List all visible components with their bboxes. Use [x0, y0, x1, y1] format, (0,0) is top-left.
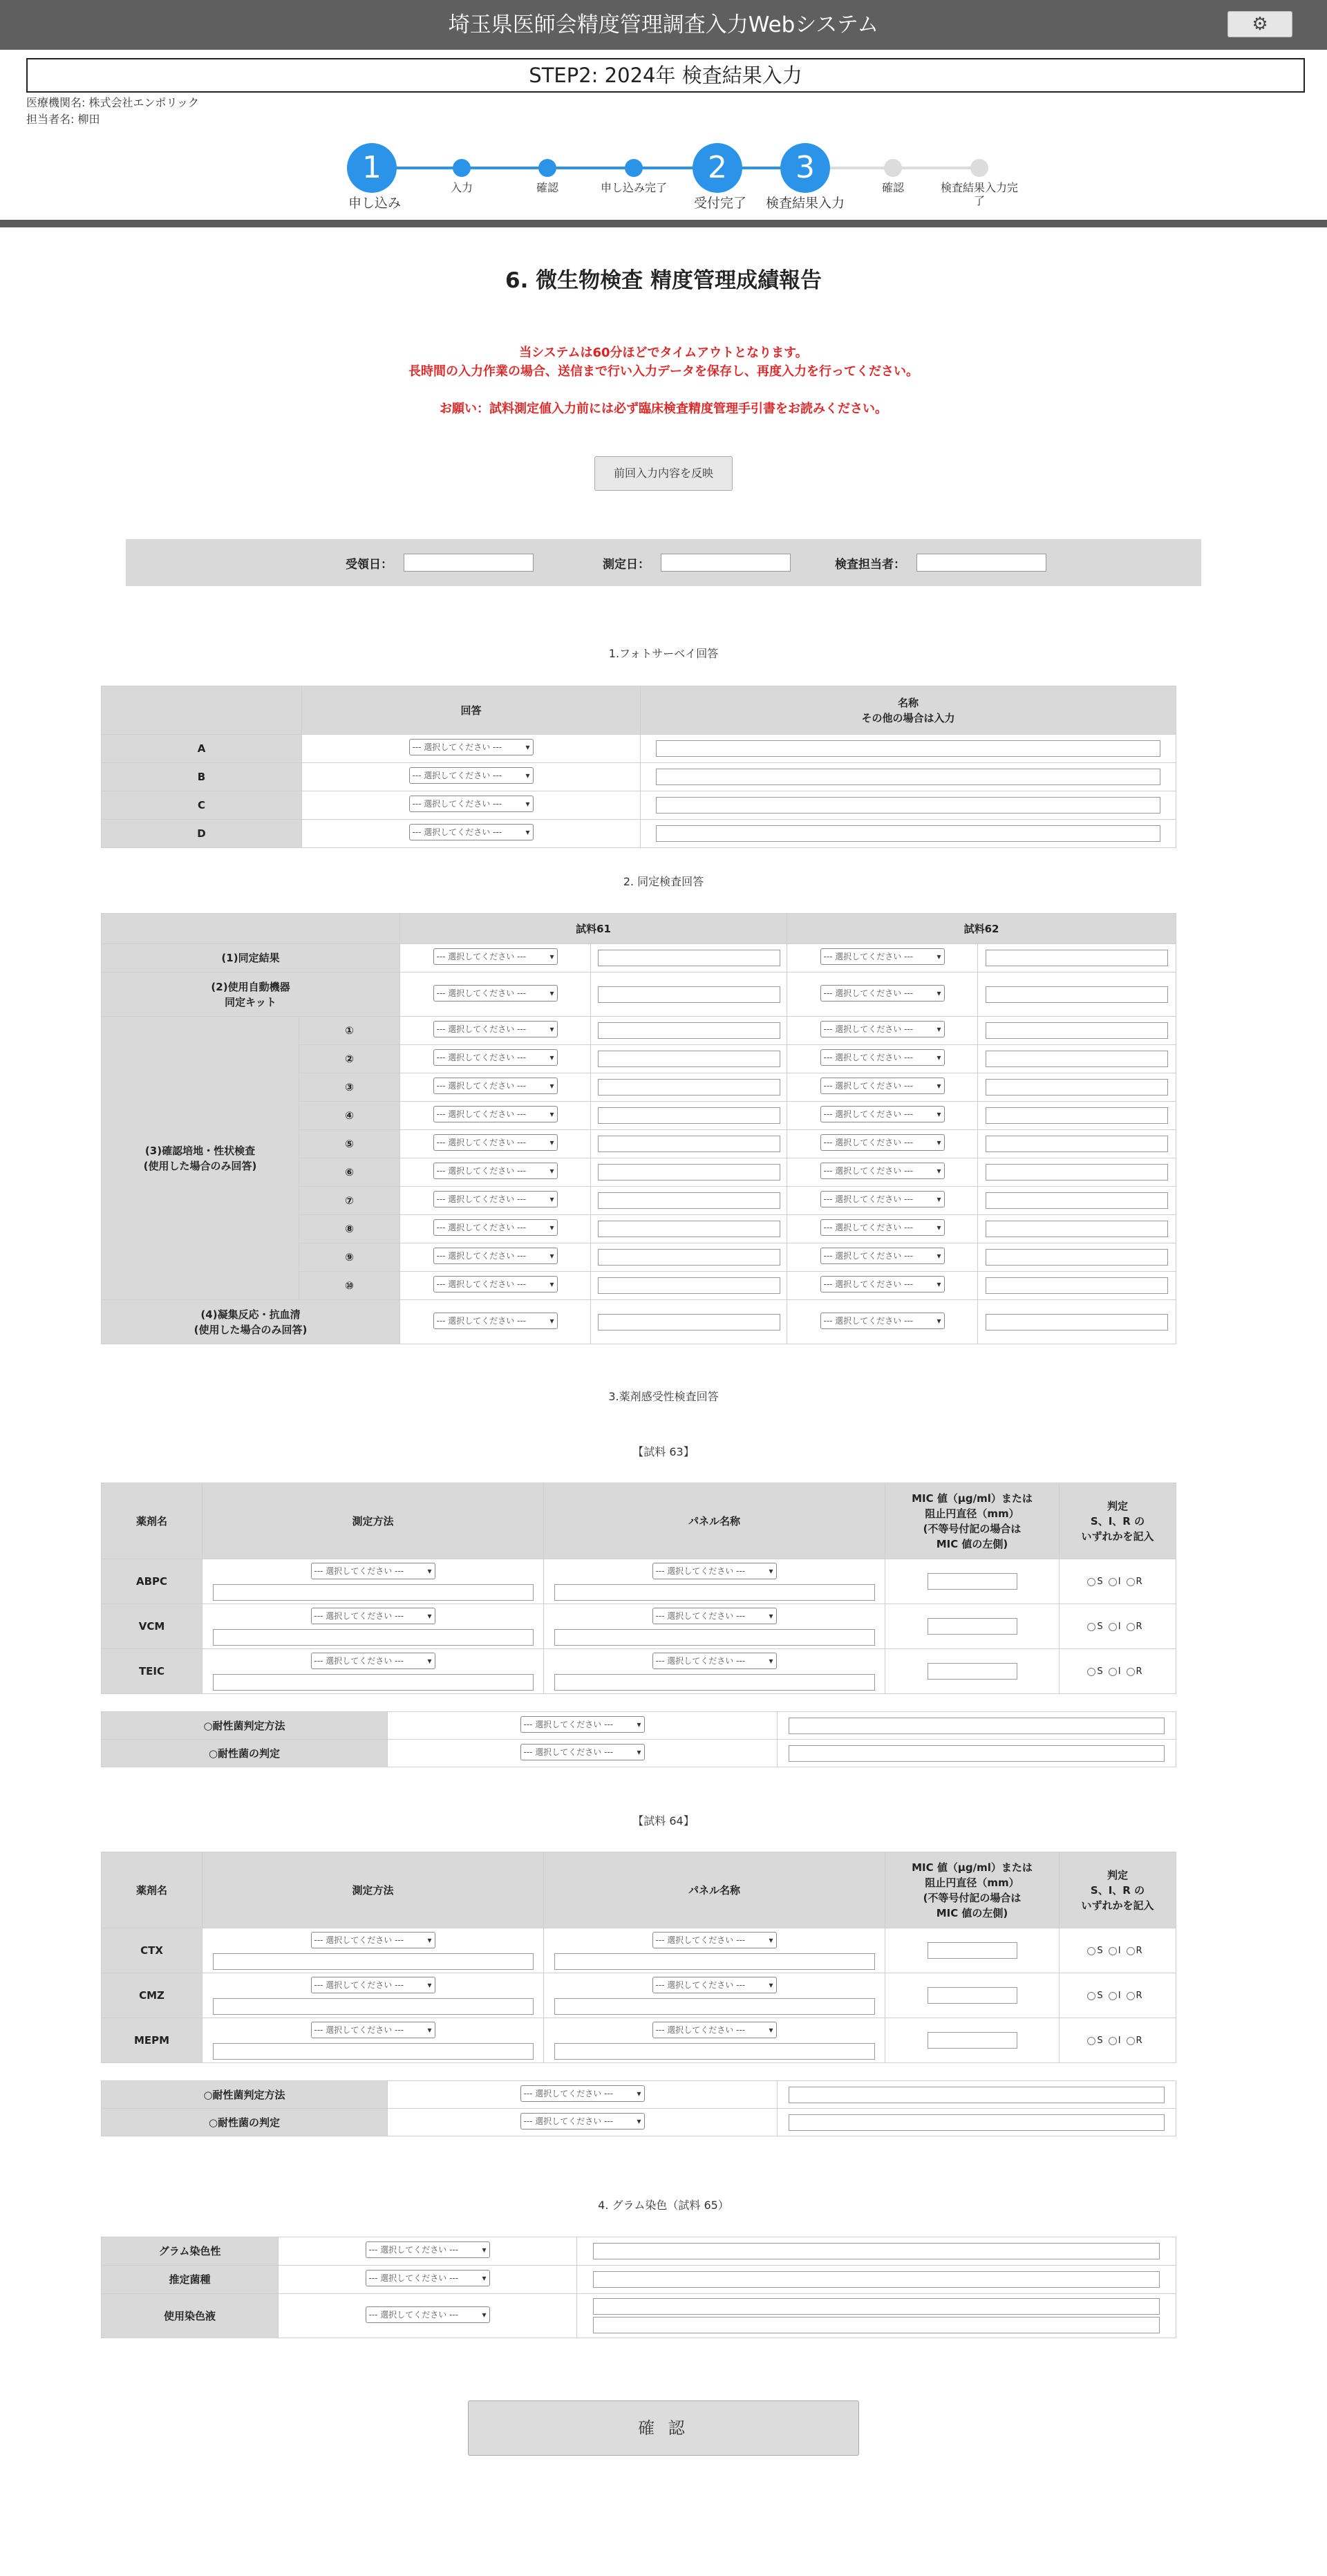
- judge-line: いずれかを記入: [1081, 1899, 1154, 1912]
- drug-name: MEPM: [102, 2018, 203, 2063]
- progress-step-2: 2: [693, 143, 742, 193]
- select-62[interactable]: --- 選択してください --- ▾: [820, 1106, 945, 1122]
- radio-label: I: [1118, 1577, 1121, 1587]
- radio-label: R: [1136, 2036, 1142, 2046]
- header-name: [641, 686, 1176, 735]
- method-input[interactable]: [213, 1953, 534, 1970]
- select-62[interactable]: --- 選択してください --- ▾: [820, 1276, 945, 1292]
- resist-method-select[interactable]: --- 選択してください --- ▾: [520, 1716, 645, 1733]
- row-label: B: [102, 763, 302, 791]
- confirm-line1: (3)確認培地・性状検査: [144, 1144, 256, 1157]
- input-62[interactable]: [986, 1107, 1168, 1124]
- row-label-confirm: [102, 1017, 299, 1300]
- input-62[interactable]: [986, 1192, 1168, 1209]
- gram-input[interactable]: [593, 2271, 1160, 2288]
- row-label: A: [102, 735, 302, 763]
- header-judge: [1060, 1483, 1176, 1559]
- select-61[interactable]: --- 選択してください --- ▾: [433, 948, 558, 965]
- drug-name: ABPC: [102, 1559, 203, 1604]
- resist-judge-label: ○耐性菌の判定: [102, 2109, 388, 2136]
- section-title-photo-survey: 1.フォトサーベイ回答: [608, 647, 719, 660]
- method-select[interactable]: --- 選択してください --- ▾: [311, 1653, 435, 1669]
- radio-label: R: [1136, 1621, 1142, 1632]
- select-62[interactable]: --- 選択してください --- ▾: [820, 1163, 945, 1179]
- timeout-warning-2: 長時間の入力作業の場合、送信まで行い入力データを保存し、再度入力を行ってください。: [408, 364, 919, 379]
- judge-line: S、I、R の: [1090, 1514, 1145, 1527]
- panel-select[interactable]: --- 選択してください --- ▾: [652, 1977, 777, 1993]
- method-select[interactable]: --- 選択してください --- ▾: [311, 1608, 435, 1624]
- header-mic: [885, 1852, 1060, 1928]
- progress-dot-input: [453, 159, 471, 177]
- select-61[interactable]: --- 選択してください --- ▾: [433, 1191, 558, 1207]
- sample-64-label: 【試料 64】: [632, 1814, 695, 1827]
- radio-i[interactable]: [1109, 1578, 1117, 1586]
- row-label: D: [102, 820, 302, 848]
- select-62[interactable]: --- 選択してください --- ▾: [820, 1078, 945, 1094]
- input-62[interactable]: [986, 1314, 1168, 1331]
- panel-select[interactable]: --- 選択してください --- ▾: [652, 1608, 777, 1624]
- institution-name: 医療機関名: 株式会社エンポリック: [26, 96, 199, 109]
- confirm-line2: (使用した場合のみ回答): [143, 1159, 257, 1172]
- row-number: ①: [299, 1017, 400, 1045]
- gram-row-label: グラム染色性: [102, 2237, 279, 2266]
- progress-label: 確認: [881, 181, 904, 194]
- select-61[interactable]: --- 選択してください --- ▾: [433, 1276, 558, 1292]
- input-61[interactable]: [598, 1107, 780, 1124]
- panel-input[interactable]: [554, 1953, 875, 1970]
- panel-select[interactable]: --- 選択してください --- ▾: [652, 1653, 777, 1669]
- input-61[interactable]: [598, 986, 780, 1003]
- panel-select[interactable]: --- 選択してください --- ▾: [652, 1563, 777, 1579]
- input-61[interactable]: [598, 950, 780, 966]
- app-title: 埼玉県医師会精度管理調査入力Webシステム: [448, 12, 879, 37]
- select-62[interactable]: --- 選択してください --- ▾: [820, 1313, 945, 1329]
- resist-method-label: ○耐性菌判定方法: [102, 1712, 388, 1740]
- method-input[interactable]: [213, 1629, 534, 1646]
- person-name: 担当者名: 柳田: [26, 113, 100, 126]
- progress-label: 検査結果入力完了: [940, 181, 1018, 207]
- header-sample-61: 試料61: [400, 914, 787, 944]
- gram-stain-table: [101, 2237, 1176, 2338]
- select-61[interactable]: --- 選択してください --- ▾: [433, 1163, 558, 1179]
- received-date-input[interactable]: [404, 554, 534, 572]
- agg-line2: (使用した場合のみ回答): [194, 1323, 308, 1336]
- gram-input[interactable]: [593, 2298, 1160, 2315]
- method-input[interactable]: [213, 1584, 534, 1601]
- progress-label: 受付完了: [693, 196, 746, 211]
- input-61[interactable]: [598, 1022, 780, 1039]
- header-method: 測定方法: [203, 1483, 544, 1559]
- mic-input[interactable]: [928, 1663, 1017, 1680]
- mic-line: MIC 値の左側): [936, 1906, 1008, 1919]
- radio-label: S: [1097, 2036, 1103, 2046]
- mic-input[interactable]: [928, 1618, 1017, 1635]
- progress-label: 検査結果入力: [765, 196, 845, 211]
- measured-date-input[interactable]: [661, 554, 791, 572]
- answer-select[interactable]: --- 選択してください --- ▾: [409, 739, 534, 755]
- name-input[interactable]: [656, 740, 1160, 757]
- step-title: STEP2: 2024年 検査結果入力: [26, 58, 1305, 93]
- radio-label: S: [1097, 1666, 1103, 1677]
- panel-input[interactable]: [554, 1629, 875, 1646]
- judge-line: S、I、R の: [1090, 1883, 1145, 1897]
- progress-step-1: 1: [347, 143, 397, 193]
- section-title-gram-stain: 4. グラム染色（試料 65）: [598, 2199, 729, 2212]
- radio-s[interactable]: [1087, 1623, 1095, 1631]
- row-number: ⑥: [299, 1158, 400, 1187]
- row-label: C: [102, 791, 302, 820]
- panel-select[interactable]: --- 選択してください --- ▾: [652, 2022, 777, 2038]
- progress-step-3: 3: [780, 143, 830, 193]
- gram-row-label: 推定菌種: [102, 2266, 279, 2294]
- radio-i[interactable]: [1109, 1623, 1117, 1631]
- mic-line: MIC 値（μg/ml）または: [912, 1861, 1033, 1874]
- resist-judge-select[interactable]: --- 選択してください --- ▾: [520, 1744, 645, 1760]
- input-62[interactable]: [986, 950, 1168, 966]
- mic-line: 阻止円直径（mm）: [925, 1507, 1019, 1520]
- header-blank: [102, 914, 400, 944]
- reflect-previous-button[interactable]: 前回入力内容を反映: [594, 456, 733, 491]
- input-62[interactable]: [986, 986, 1168, 1003]
- gram-input[interactable]: [593, 2243, 1160, 2259]
- input-61[interactable]: [598, 1249, 780, 1266]
- header-drug: 薬剤名: [102, 1852, 203, 1928]
- radio-label: R: [1136, 1666, 1142, 1677]
- select-61[interactable]: --- 選択してください --- ▾: [433, 1049, 558, 1066]
- select-61[interactable]: --- 選択してください --- ▾: [433, 1106, 558, 1122]
- input-62[interactable]: [986, 1164, 1168, 1181]
- susceptibility-table-63: [101, 1483, 1176, 1694]
- row-number: ⑦: [299, 1187, 400, 1215]
- resist-method-label: ○耐性菌判定方法: [102, 2081, 388, 2109]
- select-61[interactable]: --- 選択してください --- ▾: [433, 1248, 558, 1264]
- select-62[interactable]: --- 選択してください --- ▾: [820, 1248, 945, 1264]
- device-line2: 同定キット: [225, 995, 276, 1008]
- mic-line: (不等号付記の場合は: [923, 1522, 1022, 1535]
- row-label-identify: (1)同定結果: [102, 944, 400, 972]
- input-61[interactable]: [598, 1079, 780, 1096]
- radio-r[interactable]: [1127, 1578, 1135, 1586]
- drug-name: CMZ: [102, 1973, 203, 2018]
- select-62[interactable]: --- 選択してください --- ▾: [820, 1049, 945, 1066]
- drug-name: CTX: [102, 1928, 203, 1973]
- row-number: ⑧: [299, 1215, 400, 1243]
- row-number: ④: [299, 1102, 400, 1130]
- row-number: ⑩: [299, 1272, 400, 1300]
- progress-label: 確認: [536, 181, 558, 194]
- radio-label: I: [1118, 1946, 1121, 1956]
- answer-select[interactable]: --- 選択してください --- ▾: [409, 824, 534, 840]
- input-61[interactable]: [598, 1221, 780, 1237]
- inspector-label: 検査担当者：: [835, 558, 905, 572]
- input-62[interactable]: [986, 1136, 1168, 1152]
- select-61[interactable]: --- 選択してください --- ▾: [433, 1134, 558, 1151]
- select-61[interactable]: --- 選択してください --- ▾: [433, 1021, 558, 1037]
- radio-r[interactable]: [1127, 1947, 1135, 1955]
- select-62[interactable]: --- 選択してください --- ▾: [820, 1191, 945, 1207]
- header-panel: パネル名称: [544, 1483, 885, 1559]
- resist-judge-label: ○耐性菌の判定: [102, 1740, 388, 1767]
- header-drug: 薬剤名: [102, 1483, 203, 1559]
- app-header: [0, 0, 1327, 50]
- resist-method-input[interactable]: [789, 1718, 1165, 1734]
- mic-input[interactable]: [928, 1573, 1017, 1590]
- input-62[interactable]: [986, 1249, 1168, 1266]
- radio-i[interactable]: [1109, 2037, 1117, 2045]
- name-input[interactable]: [656, 769, 1160, 785]
- input-61[interactable]: [598, 1051, 780, 1067]
- progress-dot-confirm2: [884, 159, 902, 177]
- sample-63-label: 【試料 63】: [632, 1445, 695, 1458]
- radio-label: S: [1097, 1621, 1103, 1632]
- radio-label: S: [1097, 1946, 1103, 1956]
- radio-label: I: [1118, 1991, 1121, 2001]
- gram-select[interactable]: --- 選択してください --- ▾: [366, 2241, 490, 2258]
- select-62[interactable]: --- 選択してください --- ▾: [820, 1219, 945, 1236]
- resist-judge-input[interactable]: [789, 1745, 1165, 1762]
- header-sample-62: 試料62: [787, 914, 1176, 944]
- method-select[interactable]: --- 選択してください --- ▾: [311, 2022, 435, 2038]
- panel-input[interactable]: [554, 1584, 875, 1601]
- input-61[interactable]: [598, 1136, 780, 1152]
- header-name-line1: 名称: [897, 696, 919, 709]
- progress-dot-confirm: [538, 159, 556, 177]
- select-61[interactable]: --- 選択してください --- ▾: [433, 985, 558, 1002]
- header-name-line2: その他の場合は入力: [861, 711, 955, 724]
- radio-i[interactable]: [1109, 1668, 1117, 1676]
- progress-label: 申し込み: [348, 196, 401, 211]
- row-number: ⑤: [299, 1130, 400, 1158]
- mic-line: MIC 値（μg/ml）または: [912, 1492, 1033, 1505]
- row-number: ②: [299, 1045, 400, 1073]
- measured-date-label: 測定日：: [603, 558, 650, 572]
- radio-i[interactable]: [1109, 1947, 1117, 1955]
- progress-label: 申し込み完了: [600, 181, 667, 194]
- mic-input[interactable]: [928, 1942, 1017, 1959]
- method-input[interactable]: [213, 1998, 534, 2015]
- row-label-agglutination: [102, 1300, 400, 1344]
- input-61[interactable]: [598, 1192, 780, 1209]
- header-judge: [1060, 1852, 1176, 1928]
- radio-r[interactable]: [1127, 2037, 1135, 2045]
- gram-input-2[interactable]: [593, 2317, 1160, 2333]
- radio-r[interactable]: [1127, 1623, 1135, 1631]
- mic-line: MIC 値の左側): [936, 1537, 1008, 1550]
- received-date-label: 受領日：: [346, 558, 393, 572]
- input-62[interactable]: [986, 1277, 1168, 1294]
- resist-method-select[interactable]: --- 選択してください --- ▾: [520, 2085, 645, 2102]
- row-number: ⑨: [299, 1243, 400, 1272]
- input-62[interactable]: [986, 1221, 1168, 1237]
- header-answer: 回答: [302, 686, 641, 735]
- mic-line: (不等号付記の場合は: [923, 1891, 1022, 1904]
- gram-select[interactable]: --- 選択してください --- ▾: [366, 2306, 490, 2323]
- radio-label: S: [1097, 1991, 1103, 2001]
- identification-table: [101, 913, 1176, 1344]
- section-title-identification: 2. 同定検査回答: [623, 875, 704, 888]
- method-select[interactable]: --- 選択してください --- ▾: [311, 1563, 435, 1579]
- radio-r[interactable]: [1127, 1668, 1135, 1676]
- manual-notice: お願い：試料測定値入力前には必ず臨床検査精度管理手引書をお読みください。: [440, 402, 887, 416]
- select-61[interactable]: --- 選択してください --- ▾: [433, 1313, 558, 1329]
- panel-select[interactable]: --- 選択してください --- ▾: [652, 1932, 777, 1948]
- answer-select[interactable]: --- 選択してください --- ▾: [409, 796, 534, 812]
- agg-line1: (4)凝集反応・抗血清: [200, 1308, 301, 1321]
- resistance-table-63: [101, 1711, 1176, 1767]
- confirm-button[interactable]: 確 認: [468, 2400, 859, 2456]
- row-number: ③: [299, 1073, 400, 1102]
- radio-label: S: [1097, 1577, 1103, 1587]
- judge-line: 判定: [1107, 1499, 1128, 1512]
- method-select[interactable]: --- 選択してください --- ▾: [311, 1977, 435, 1993]
- resist-judge-input[interactable]: [789, 2114, 1165, 2131]
- method-input[interactable]: [213, 2043, 534, 2060]
- method-select[interactable]: --- 選択してください --- ▾: [311, 1932, 435, 1948]
- input-62[interactable]: [986, 1022, 1168, 1039]
- radio-s[interactable]: [1087, 1668, 1095, 1676]
- progress-dot-final: [970, 159, 988, 177]
- radio-label: I: [1118, 2036, 1121, 2046]
- judge-line: 判定: [1107, 1868, 1128, 1881]
- photo-survey-table: [101, 686, 1176, 848]
- timeout-warning: 当システムは60分ほどでタイムアウトとなります。: [519, 346, 808, 360]
- name-input[interactable]: [656, 825, 1160, 842]
- radio-label: I: [1118, 1621, 1121, 1632]
- resistance-table-64: [101, 2080, 1176, 2136]
- device-line1: (2)使用自動機器: [211, 980, 290, 993]
- select-61[interactable]: --- 選択してください --- ▾: [433, 1078, 558, 1094]
- select-62[interactable]: --- 選択してください --- ▾: [820, 1021, 945, 1037]
- progress-label: 入力: [450, 181, 473, 194]
- input-62[interactable]: [986, 1051, 1168, 1067]
- select-62[interactable]: --- 選択してください --- ▾: [820, 985, 945, 1002]
- page-title: 6. 微生物検査 精度管理成績報告: [505, 268, 822, 293]
- resist-judge-select[interactable]: --- 選択してください --- ▾: [520, 2113, 645, 2130]
- drug-name: VCM: [102, 1604, 203, 1649]
- answer-select[interactable]: --- 選択してください --- ▾: [409, 767, 534, 784]
- radio-label: R: [1136, 1991, 1142, 2001]
- input-62[interactable]: [986, 1079, 1168, 1096]
- resist-method-input[interactable]: [789, 2087, 1165, 2103]
- header-panel: パネル名称: [544, 1852, 885, 1928]
- radio-s[interactable]: [1087, 1947, 1095, 1955]
- gram-select[interactable]: --- 選択してください --- ▾: [366, 2270, 490, 2286]
- header-divider: [0, 220, 1327, 227]
- susceptibility-table-64: [101, 1852, 1176, 2063]
- radio-label: R: [1136, 1946, 1142, 1956]
- drug-name: TEIC: [102, 1649, 203, 1694]
- header-method: 測定方法: [203, 1852, 544, 1928]
- radio-label: R: [1136, 1577, 1142, 1587]
- gear-icon[interactable]: ⚙: [1227, 11, 1292, 37]
- mic-input[interactable]: [928, 2032, 1017, 2049]
- radio-s[interactable]: [1087, 1578, 1095, 1586]
- name-input[interactable]: [656, 797, 1160, 814]
- radio-i[interactable]: [1109, 1992, 1117, 2000]
- progress-dot-complete: [625, 159, 643, 177]
- date-bar: [126, 539, 1201, 586]
- input-61[interactable]: [598, 1314, 780, 1331]
- mic-input[interactable]: [928, 1987, 1017, 2004]
- radio-r[interactable]: [1127, 1992, 1135, 2000]
- select-62[interactable]: --- 選択してください --- ▾: [820, 948, 945, 965]
- header-blank: [102, 686, 302, 735]
- row-label-device: [102, 972, 400, 1017]
- inspector-input[interactable]: [916, 554, 1046, 572]
- panel-input[interactable]: [554, 1998, 875, 2015]
- radio-s[interactable]: [1087, 2037, 1095, 2045]
- radio-label: I: [1118, 1666, 1121, 1677]
- select-61[interactable]: --- 選択してください --- ▾: [433, 1219, 558, 1236]
- select-62[interactable]: --- 選択してください --- ▾: [820, 1134, 945, 1151]
- input-61[interactable]: [598, 1277, 780, 1294]
- judge-line: いずれかを記入: [1081, 1530, 1154, 1543]
- radio-s[interactable]: [1087, 1992, 1095, 2000]
- header-mic: [885, 1483, 1060, 1559]
- mic-line: 阻止円直径（mm）: [925, 1876, 1019, 1889]
- panel-input[interactable]: [554, 2043, 875, 2060]
- panel-input[interactable]: [554, 1674, 875, 1691]
- section-title-susceptibility: 3.薬剤感受性検査回答: [608, 1390, 719, 1403]
- input-61[interactable]: [598, 1164, 780, 1181]
- gram-row-label: 使用染色液: [102, 2294, 279, 2338]
- method-input[interactable]: [213, 1674, 534, 1691]
